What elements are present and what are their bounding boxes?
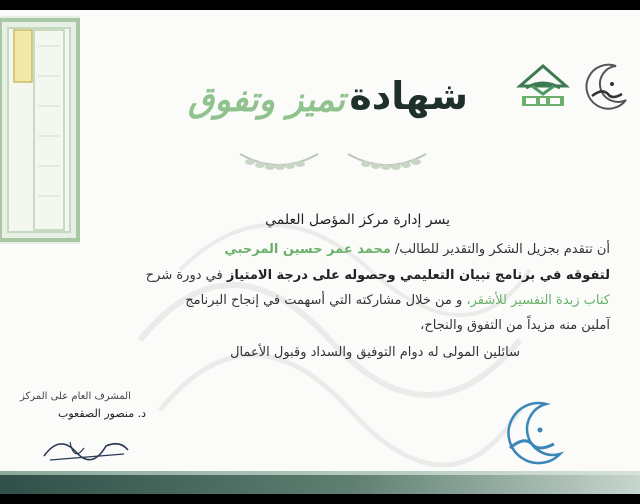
certificate-title-accent: تميز وتفوق bbox=[187, 80, 345, 120]
signatory-name: د. منصور الصقعوب bbox=[58, 407, 146, 420]
book-logo-icon bbox=[516, 64, 570, 110]
certificate-line-4: آملين منه مزيداً من التفوق والنجاح، bbox=[420, 318, 610, 333]
student-name: محمد عمر حسين المرحبي bbox=[224, 242, 391, 257]
certificate-intro: يسر إدارة مركز المؤصل العلمي bbox=[265, 212, 450, 228]
thanks-text: أن تتقدم بجزيل الشكر والتقدير للطالب/ bbox=[395, 242, 610, 257]
signature-scribble-icon bbox=[40, 428, 132, 468]
certificate-line-1 bbox=[224, 242, 610, 257]
certificate-line-3 bbox=[185, 293, 610, 308]
certificate-line-2 bbox=[146, 268, 610, 283]
signatory-title: المشرف العام على المركز bbox=[20, 391, 131, 402]
book-illustration-icon bbox=[0, 16, 86, 244]
course-prefix: في دورة شرح bbox=[145, 268, 223, 283]
crescent-moon-logo-icon bbox=[500, 398, 566, 468]
wheat-ornament-icon bbox=[344, 146, 430, 176]
certificate-line-5: سائلين المولى له دوام التوفيق والسداد وقبول الأعمال bbox=[230, 345, 520, 360]
bottom-band bbox=[0, 475, 640, 494]
book-name: كتاب زبدة التفسير للأشقر، bbox=[466, 293, 610, 308]
crescent-moon-logo-icon bbox=[582, 60, 632, 110]
certificate bbox=[0, 10, 640, 494]
achievement-text: لتفوقه في برنامج تبيان التعليمي وحصوله على درجة الامتياز bbox=[226, 268, 610, 283]
certificate-title: شهادة bbox=[349, 74, 468, 118]
wheat-ornament-icon bbox=[236, 146, 322, 176]
participation-text: و من خلال مشاركته التي أسهمت في إنجاح البرنامج bbox=[185, 293, 463, 308]
